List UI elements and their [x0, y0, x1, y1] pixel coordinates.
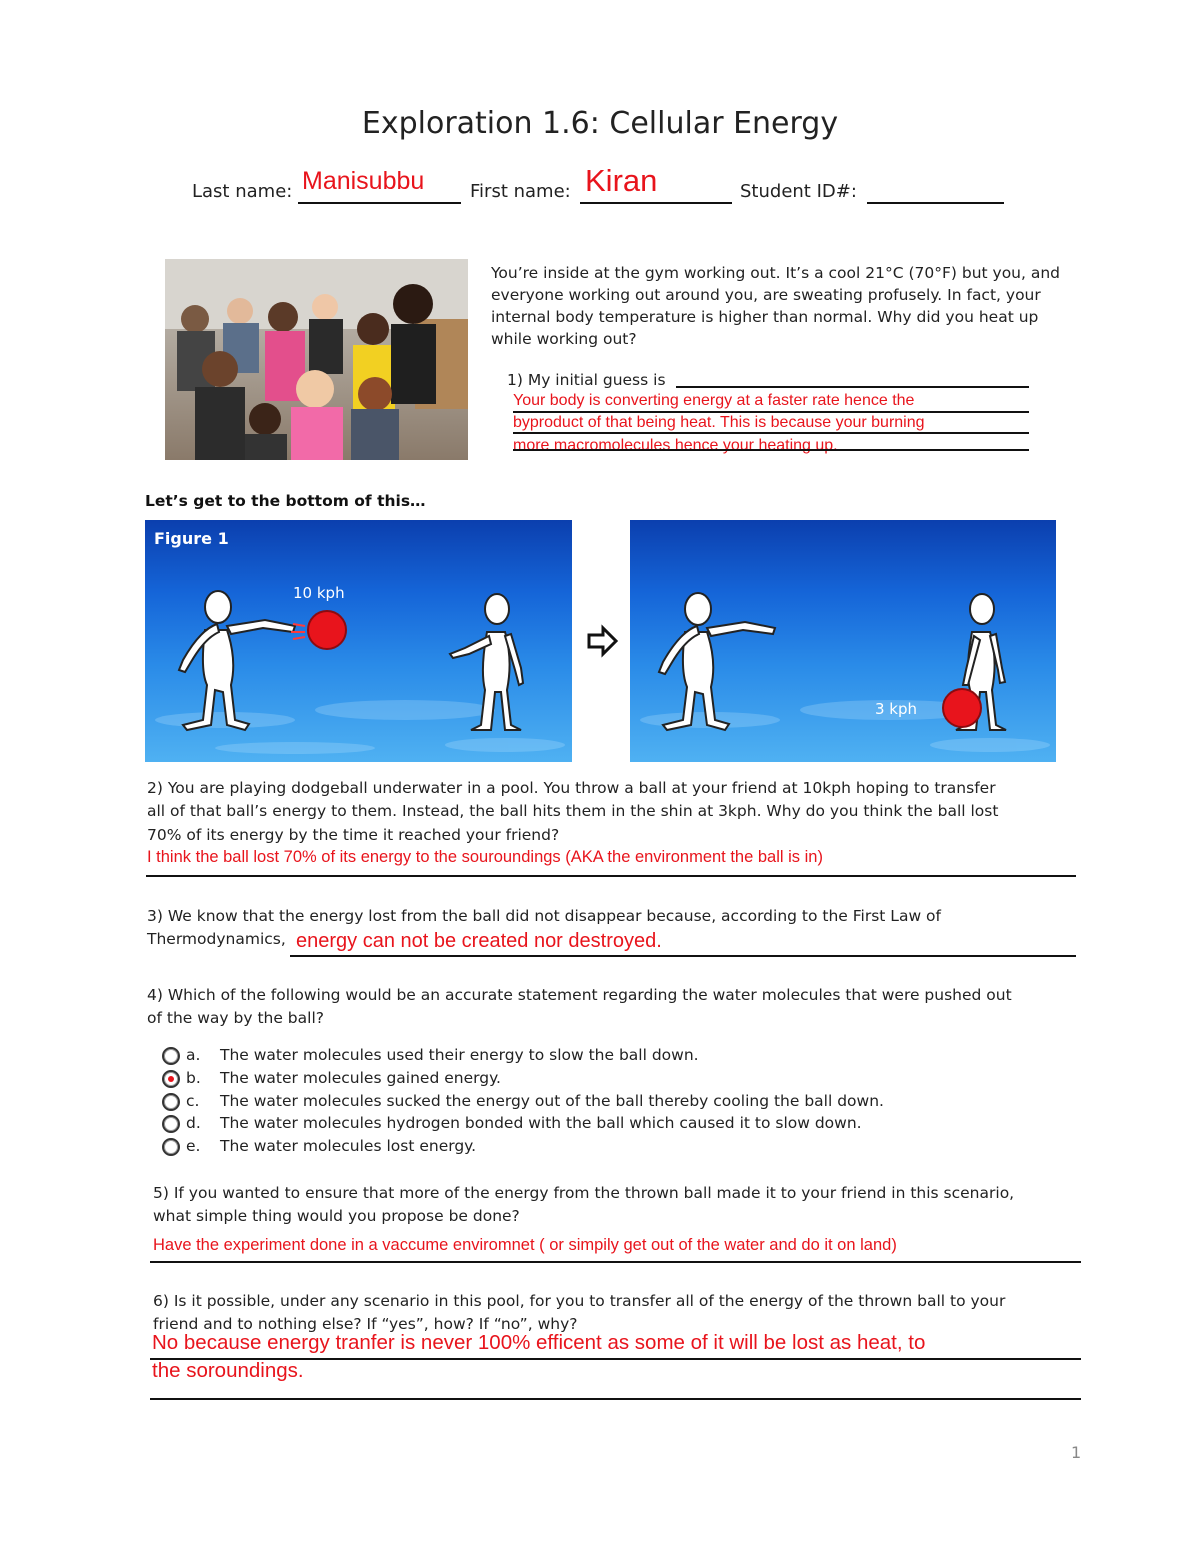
option-e-radio[interactable]	[162, 1138, 180, 1156]
thrower-figure	[179, 591, 295, 730]
q1-answer-1: Your body is converting energy at a faster rate hence the	[513, 392, 915, 409]
q1-answer-3: more macromolecules hence your heating up.	[513, 437, 838, 454]
last-name-value: Manisubbu	[302, 167, 425, 195]
q4-line-2: of the way by the ball?	[147, 1009, 324, 1027]
q1-answer-2: byproduct of that being heat. This is because your burning	[513, 414, 925, 431]
option-a-text: The water molecules used their energy to slow the ball down.	[220, 1046, 699, 1064]
q2-answer: I think the ball lost 70% of its energy to the souroundings (AKA the environment the ball is in)	[147, 848, 823, 866]
option-e-text: The water molecules lost energy.	[220, 1137, 477, 1155]
q6-answer-1: No because energy tranfer is never 100% efficent as some of it will be lost as heat, to	[152, 1331, 926, 1354]
first-name-label: First name:	[470, 181, 571, 202]
figure-panel-before	[145, 520, 572, 762]
ball-after	[943, 689, 981, 727]
q5-answer: Have the experiment done in a vaccume enviromnet ( or simpily get out of the water and do it on land)	[153, 1236, 897, 1254]
page-title: Exploration 1.6: Cellular Energy	[361, 106, 839, 141]
q1-answer-line-2[interactable]	[513, 411, 1029, 413]
option-c-text: The water molecules sucked the energy out of the ball thereby cooling the ball down.	[220, 1092, 884, 1110]
option-c-radio[interactable]	[162, 1093, 180, 1111]
q1-answer-line-4[interactable]	[513, 449, 1029, 451]
q5-line-1: 5) If you wanted to ensure that more of the energy from the thrown ball made it to your friend in this scenario,	[153, 1184, 1015, 1202]
page-number: 1	[1071, 1443, 1082, 1462]
q1-prompt: 1) My initial guess is	[507, 371, 666, 389]
option-b-letter: b.	[186, 1069, 201, 1087]
q6-line-1: 6) Is it possible, under any scenario in this pool, for you to transfer all of the energy of the thrown ball to your	[153, 1292, 1006, 1310]
option-d-radio[interactable]	[162, 1115, 180, 1133]
q1-answer-line-1[interactable]	[676, 386, 1029, 388]
speed-after-label: 3 kph	[875, 700, 918, 718]
option-d-text: The water molecules hydrogen bonded with the ball which caused it to slow down.	[220, 1114, 862, 1132]
q6-line-2: friend and to nothing else? If “yes”, how? If “no”, why?	[153, 1315, 578, 1333]
q3-line-1: 3) We know that the energy lost from the ball did not disappear because, according to the First Law of	[147, 907, 941, 925]
last-name-label: Last name:	[192, 181, 293, 202]
q6-answer-2: the soroundings.	[152, 1359, 304, 1382]
right-arrow-icon	[585, 624, 619, 658]
student-id-field[interactable]	[867, 202, 1004, 204]
q2-line-2: all of that ball’s energy to them. Instead, the ball hits them in the shin at 3kph. Why do you think the ball lost	[147, 802, 999, 820]
student-id-label: Student ID#:	[740, 181, 857, 202]
first-name-value: Kiran	[585, 163, 658, 198]
q3-answer-line[interactable]	[290, 955, 1076, 957]
option-c-letter: c.	[186, 1092, 200, 1110]
option-b-radio[interactable]	[162, 1070, 180, 1088]
q4-line-1: 4) Which of the following would be an accurate statement regarding the water molecules that were pushed out	[147, 986, 1012, 1004]
selected-dot	[168, 1076, 174, 1082]
ball-before	[308, 611, 346, 649]
q2-line-1: 2) You are playing dodgeball underwater in a pool. You throw a ball at your friend at 10kph hoping to transfer	[147, 779, 996, 797]
q3-line-2: Thermodynamics,	[147, 930, 286, 948]
section-heading: Let’s get to the bottom of this…	[145, 492, 426, 510]
q5-line-2: what simple thing would you propose be done?	[153, 1207, 520, 1225]
q5-answer-line[interactable]	[150, 1261, 1081, 1263]
option-a-letter: a.	[186, 1046, 201, 1064]
q3-answer: energy can not be created nor destroyed.	[296, 930, 662, 952]
q2-line-3: 70% of its energy by the time it reached your friend?	[147, 826, 560, 844]
option-d-letter: d.	[186, 1114, 201, 1132]
figure-panel-after	[630, 520, 1056, 762]
q2-answer-line[interactable]	[146, 875, 1076, 877]
first-name-field[interactable]	[580, 202, 732, 204]
gym-photo	[165, 259, 468, 460]
option-a-radio[interactable]	[162, 1047, 180, 1065]
speed-before-label: 10 kph	[293, 584, 345, 602]
figure-label: Figure 1	[154, 529, 229, 548]
q6-answer-line-2[interactable]	[150, 1398, 1081, 1400]
intro-text: You’re inside at the gym working out. It’s a cool 21°C (70°F) but you, and everyone working out around you, are sweating profusely. In fact, your internal body temperature is higher than normal. Why did you heat up while working out?	[491, 264, 1061, 348]
option-b-text: The water molecules gained energy.	[220, 1069, 501, 1087]
last-name-field[interactable]	[298, 202, 461, 204]
q1-answer-line-3[interactable]	[513, 432, 1029, 434]
option-e-letter: e.	[186, 1137, 201, 1155]
